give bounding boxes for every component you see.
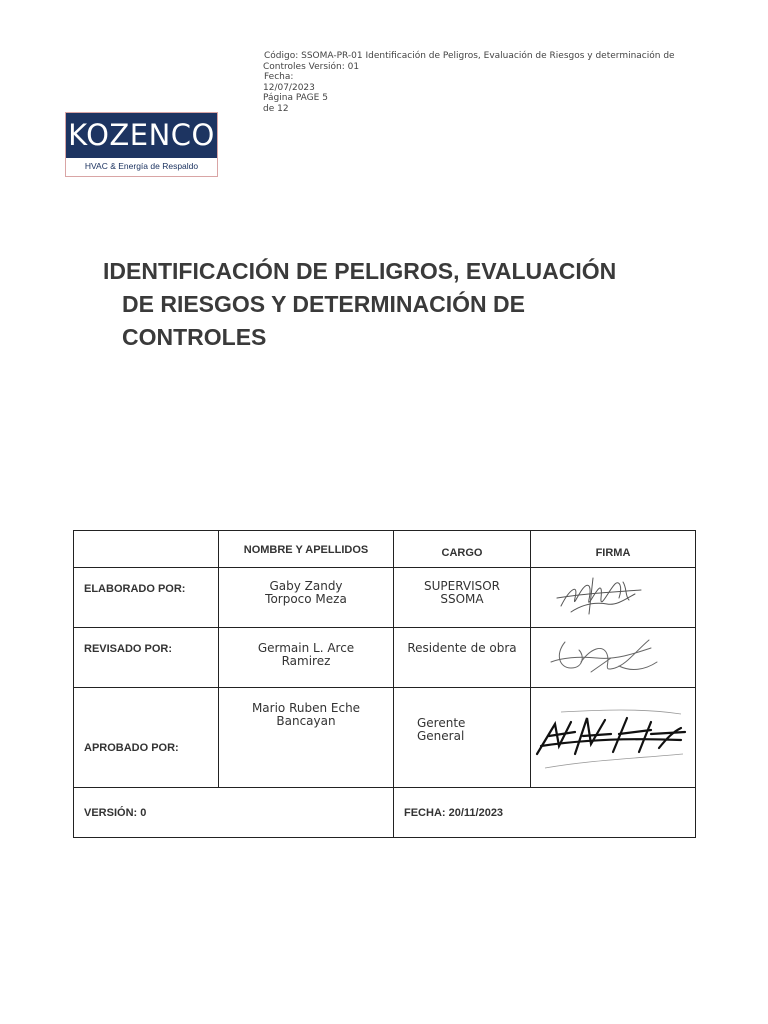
header-role-cell: CARGO [394,531,531,568]
signature-image [531,568,695,626]
logo-name: KOZENCO [68,118,215,152]
logo-tagline: HVAC & Energía de Respaldo [84,161,199,171]
name-cell [219,688,394,788]
name-line: Germain L. Arce [257,641,355,655]
role-line: Gerente [417,716,466,730]
role-line: SSOMA [440,592,484,606]
table-row [74,568,696,628]
name-line: Gaby Zandy [269,579,343,593]
header-signature-cell: FIRMA [531,531,696,568]
role-line: Residente de obra [407,641,517,655]
name-cell [219,568,394,628]
table-row [74,688,696,788]
title-line-3: CONTROLES [122,324,267,350]
row-label-aprobado: APROBADO POR: [74,688,219,788]
signature-cell [531,688,696,788]
title-line-1: IDENTIFICACIÓN DE PELIGROS, EVALUACIÓN [103,258,617,284]
table-row [74,628,696,688]
name-cell [219,628,394,688]
header-page-total: de 12 [263,103,289,114]
table-header-row [74,531,696,568]
empty-header-cell [74,531,219,568]
signature-image [531,628,695,686]
name-line: Bancayan [276,714,336,728]
signature-cell [531,568,696,628]
date-cell: FECHA: 20/11/2023 [394,788,696,838]
role-line: SUPERVISOR [423,579,501,593]
document-title [103,255,703,354]
name-line: Mario Ruben Eche [251,701,361,715]
document-header [263,51,693,114]
header-name-cell: NOMBRE Y APELLIDOS [219,531,394,568]
role-cell [394,688,531,788]
logo-band [66,158,217,176]
name-line: Torpoco Meza [265,592,347,606]
role-cell [394,628,531,688]
header-date-label: Fecha: [264,72,294,82]
signature-image [531,688,695,786]
signature-cell [531,628,696,688]
company-logo [66,113,217,176]
title-line-2: DE RIESGOS Y DETERMINACIÓN DE [122,291,525,317]
header-date: 12/07/2023 [263,82,315,93]
approval-table [73,530,696,838]
table-footer-row [74,788,696,838]
row-label-elaborado: ELABORADO POR: [74,568,219,628]
role-cell [394,568,531,628]
role-line: General [417,729,465,743]
row-label-revisado: REVISADO POR: [74,628,219,688]
header-page: Página PAGE 5 [263,93,328,103]
header-version: Controles Versión: 01 [263,61,360,72]
version-cell: VERSIÓN: 0 [74,788,394,838]
header-code: Código: SSOMA-PR-01 Identificación de Peligros, Evaluación de Riesgos y determinación de [264,51,675,61]
name-line: Ramirez [281,654,331,668]
